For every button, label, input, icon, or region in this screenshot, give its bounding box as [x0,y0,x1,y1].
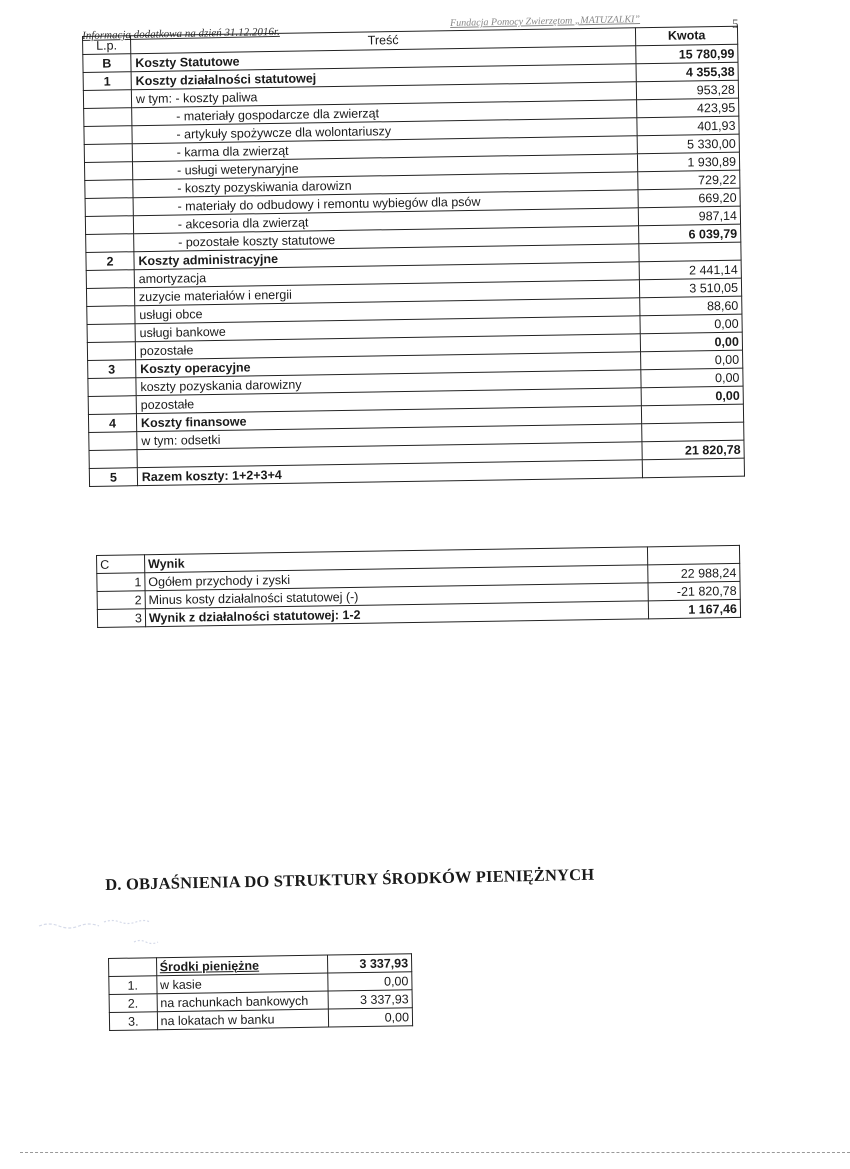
row-amount: 0,00 [328,972,412,991]
column-header-amount: Kwota [636,26,738,46]
row-amount: 953,28 [636,80,738,100]
row-content: usługi obce [135,298,640,324]
row-lp [84,162,132,181]
row-content: Koszty operacyjne [135,352,640,378]
row-lp: 1 [83,72,131,91]
header-document-info: Informacja dodatkowa na dzień 31.12.2016r. [82,25,280,42]
row-content: w kasie [156,973,328,994]
row-lp: 3 [88,360,136,379]
row-amount: 21 820,78 [642,440,744,460]
row-lp [86,288,134,307]
row-amount: 88,60 [640,296,742,316]
row-lp [89,432,137,451]
row-lp: 3 [97,609,145,628]
cash-table [108,953,413,1031]
column-header-content: Treść [130,28,635,54]
row-amount: 3 510,05 [640,278,742,298]
row-content: Razem koszty: 1+2+3+4 [137,460,642,486]
row-amount: 22 988,24 [648,563,740,582]
row-amount: 0,00 [640,332,742,352]
row-amount: 0,00 [641,368,743,388]
row-lp [87,324,135,343]
row-lp: 1 [97,573,145,592]
row-lp [87,306,135,325]
row-amount: 0,00 [641,350,743,370]
row-lp [86,270,134,289]
row-lp: B [83,54,131,73]
row-amount: 6 039,79 [639,224,741,244]
row-content: - usługi weterynaryjne [132,154,637,180]
cash-header-amount: 3 337,93 [328,954,412,973]
row-lp [88,378,136,397]
row-amount: 4 355,38 [636,62,738,82]
row-content: - akcesoria dla zwierząt [133,208,638,234]
row-content: - materiały gospodarcze dla zwierząt [132,100,637,126]
row-content: - pozostałe koszty statutowe [134,226,639,252]
row-content: Ogółem przychody i zyski [145,565,648,591]
row-amount: 0,00 [641,386,743,406]
faded-stamp-graphic [34,908,164,956]
result-table [96,545,741,628]
row-amount: -21 820,78 [648,581,740,600]
row-content: Koszty finansowe [136,406,641,432]
row-lp [88,396,136,415]
row-amount: 729,22 [638,170,740,190]
row-content: zuzycie materiałów i energii [134,280,639,306]
section-d-title: D. OBJAŚNIENIA DO STRUKTURY ŚRODKÓW PIENIĘŻNYCH [105,864,595,894]
row-content: w tym: odsetki [137,424,642,450]
row-amount: 15 780,99 [636,44,738,64]
row-content: na rachunkach bankowych [157,991,329,1012]
cash-header-lp [109,958,157,977]
row-lp [86,234,134,253]
row-amount: 1 167,46 [648,599,740,618]
row-content: usługi bankowe [135,316,640,342]
row-content: Koszty działalności statutowej [131,64,636,90]
row-amount: 401,93 [637,116,739,136]
costs-table [82,26,745,487]
result-table-body [97,545,741,627]
row-amount: 3 337,93 [328,990,412,1009]
cash-header-label: Środki pieniężne [156,955,328,976]
row-amount: 0,00 [640,314,742,334]
row-content: Minus kosty działalności statutowej (-) [145,583,648,609]
row-lp [83,90,131,109]
costs-table-body [83,44,745,486]
row-content: amortyzacja [134,262,639,288]
row-lp [85,216,133,235]
row-amount: 2 441,14 [639,260,741,280]
row-lp [84,144,132,163]
result-title: Wynik [144,547,647,573]
row-content: - artykuły spożywcze dla wolontariuszy [132,118,637,144]
row-amount [639,242,741,262]
row-amount [642,458,744,478]
row-content: na lokatach w banku [157,1009,329,1030]
row-amount [642,422,744,442]
row-lp: 1. [109,976,157,995]
row-lp: 5 [89,468,137,487]
row-amount: 5 330,00 [637,134,739,154]
row-lp [84,126,132,145]
row-content: pozostałe [135,334,640,360]
faded-stamp [34,908,164,956]
row-lp: 3. [109,1012,157,1031]
cash-table-body [109,954,413,1031]
row-amount: 669,20 [638,188,740,208]
result-title-amount [648,545,740,564]
row-amount [642,404,744,424]
row-lp [87,342,135,361]
row-content: Koszty administracyjne [134,244,639,270]
header-organization: Fundacja Pomocy Zwierzętom „MATUZALKI” [450,14,641,29]
row-lp: 2 [86,252,134,271]
row-content: koszty pozyskania darowizny [136,370,641,396]
row-amount: 423,95 [637,98,739,118]
page-number: 5 [732,16,739,31]
table-row [109,1008,412,1031]
section-c-label: C [97,555,145,574]
row-lp [84,108,132,127]
row-amount: 987,14 [638,206,740,226]
row-lp [85,198,133,217]
row-lp [89,450,137,469]
row-content: Wynik z działalności statutowej: 1-2 [145,601,648,627]
row-content: w tym: - koszty paliwa [131,82,636,108]
row-content: pozostałe [136,388,641,414]
page-bottom-edge [20,1152,850,1153]
row-amount: 1 930,89 [638,152,740,172]
row-content: - koszty pozyskiwania darowizn [133,172,638,198]
row-lp [85,180,133,199]
row-content: - karma dla zwierząt [132,136,637,162]
column-header-lp: L.p. [83,36,131,55]
row-content: - materiały do odbudowy i remontu wybiegów dla psów [133,190,638,216]
row-lp: 2. [109,994,157,1013]
row-amount: 0,00 [329,1008,413,1027]
row-lp: 2 [97,591,145,610]
row-lp: 4 [88,414,136,433]
row-content: Koszty Statutowe [131,46,636,72]
